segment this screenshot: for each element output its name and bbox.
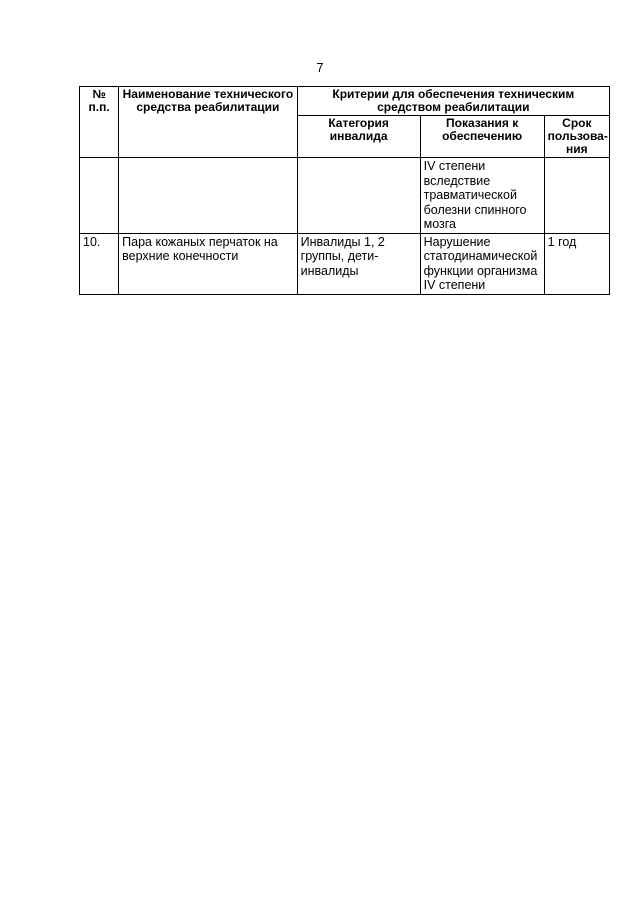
cell-num: 10. [80,233,119,294]
header-num: № п.п. [80,87,119,158]
cell-term [544,158,609,234]
cell-category: Инвалиды 1, 2 группы, дети-инвалиды [297,233,420,294]
cell-name [119,158,297,234]
header-name: Наименование технического средства реабилитации [119,87,297,158]
cell-indications: Нарушение статодинамической функции организма IV степени [420,233,544,294]
table-row [80,158,610,234]
cell-category [297,158,420,234]
cell-term: 1 год [544,233,609,294]
header-criteria: Критерии для обеспечения техническим средством реабилитации [297,87,609,116]
table-row [80,233,610,294]
header-category: Категория инвалида [297,116,420,158]
header-term: Срок пользова-ния [544,116,609,158]
rehabilitation-criteria-table [79,86,610,295]
page-number: 7 [316,60,324,75]
cell-name: Пара кожаных перчаток на верхние конечности [119,233,297,294]
cell-indications: IV степени вследствие травматической болезни спинного мозга [420,158,544,234]
cell-num [80,158,119,234]
header-indications: Показания к обеспечению [420,116,544,158]
